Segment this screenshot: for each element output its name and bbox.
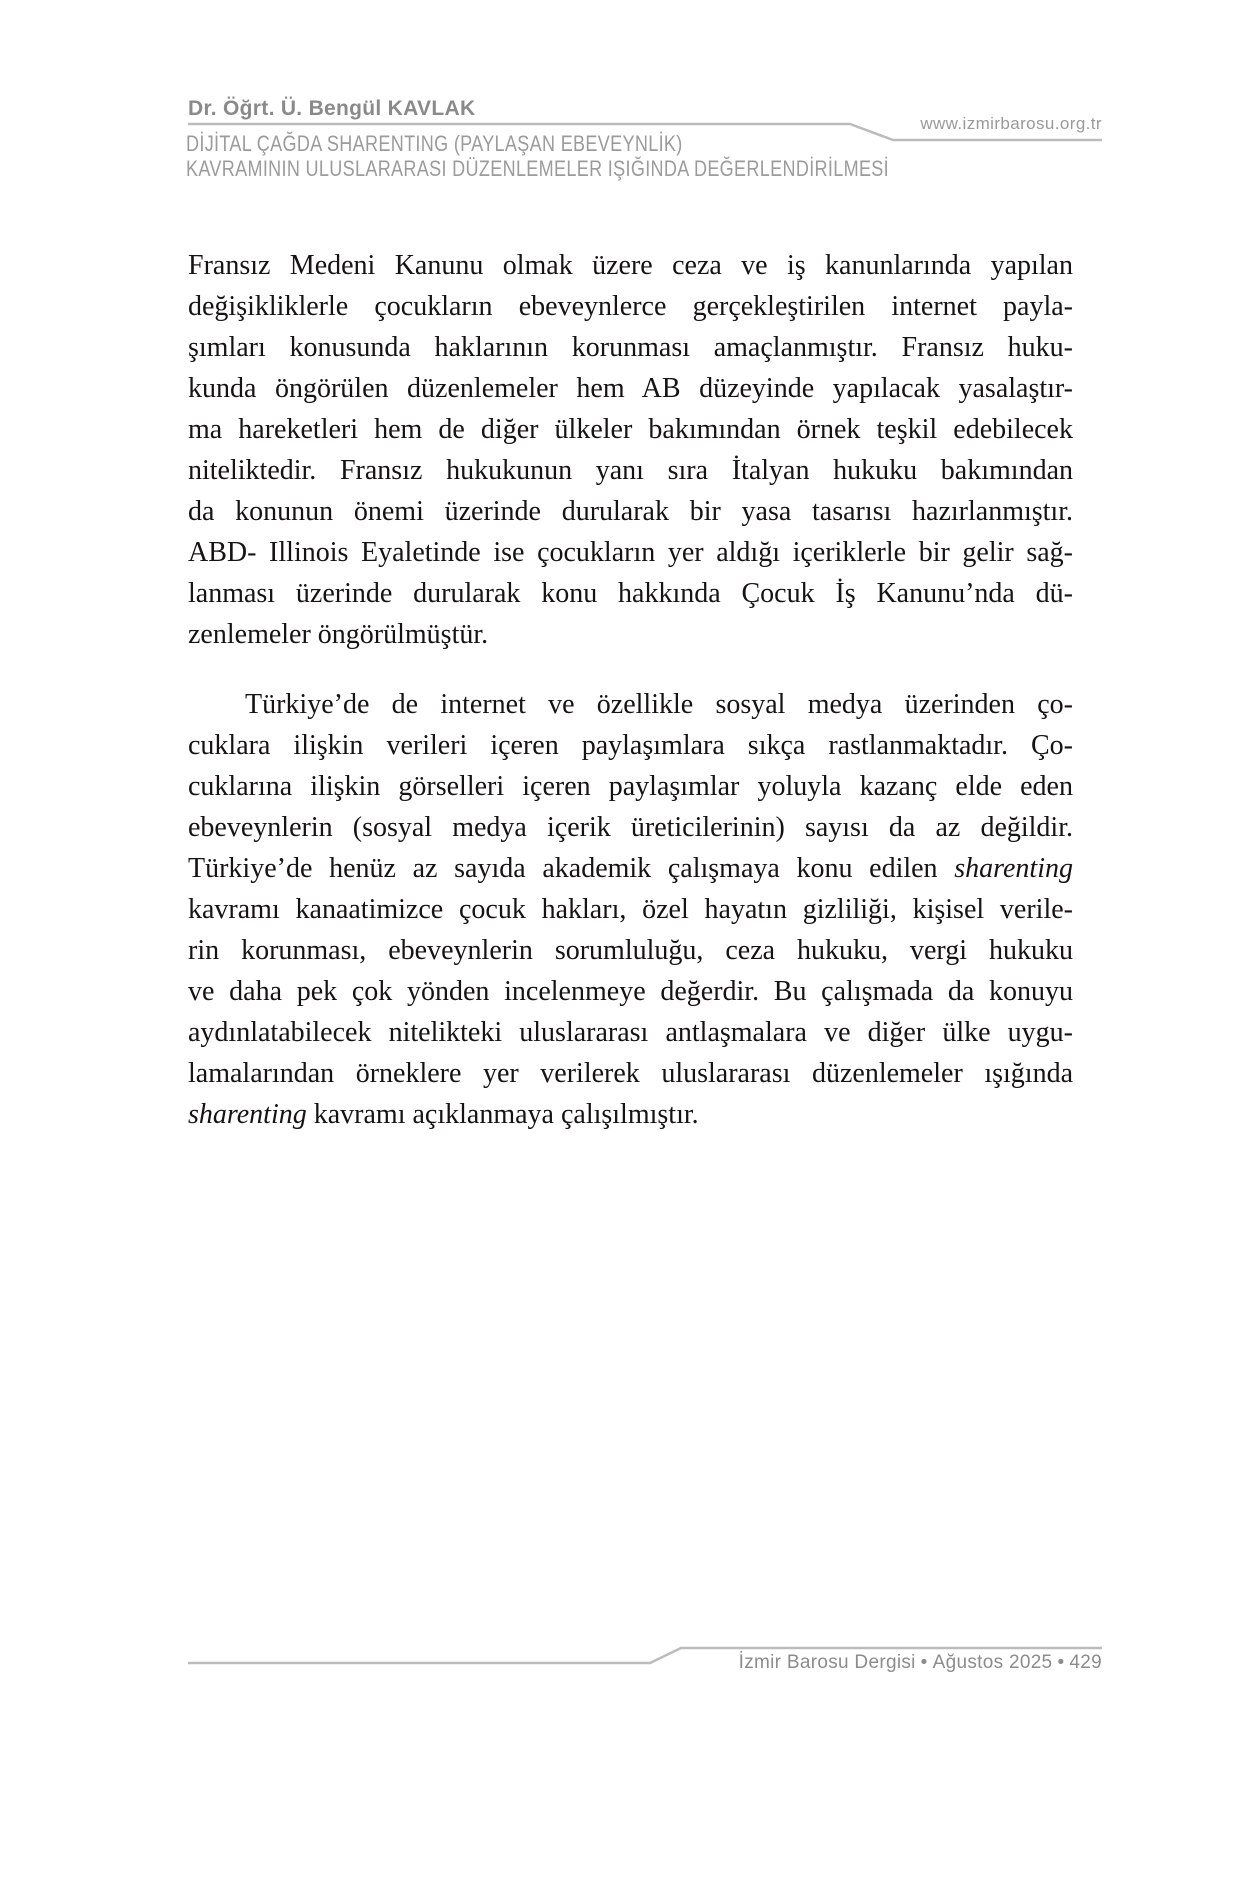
author-name: Dr. Öğrt. Ü. Bengül KAVLAK xyxy=(188,97,476,120)
text-line: kavramı kanaatimizce çocuk hakları, özel hayatın gizliliği, kişisel verile- xyxy=(188,894,1073,925)
journal-name: İzmir Barosu Dergisi xyxy=(738,1652,916,1673)
article-title xyxy=(186,131,1170,181)
article-body xyxy=(188,245,1073,1135)
page-number: 429 xyxy=(1069,1652,1102,1673)
text-line xyxy=(188,1094,1073,1135)
text-line: ma hareketleri hem de diğer ülkeler bakımından örnek teşkil edebilecek xyxy=(188,414,1073,445)
text-line: niteliktedir. Fransız hukukunun yanı sıra İtalyan hukuku bakımından xyxy=(188,455,1073,486)
footer-info xyxy=(739,1651,1102,1675)
text-line: lanması üzerinde durularak konu hakkında Çocuk İş Kanunu’nda dü- xyxy=(188,578,1073,609)
text-segment: kavramı açıklanmaya çalışılmıştır. xyxy=(313,1099,699,1130)
text-line: ve daha pek çok yönden incelenmeye değerdir. Bu çalışmada da konuyu xyxy=(188,976,1073,1007)
text-line: kunda öngörülen düzenlemeler hem AB düzeyinde yapılacak yasalaştır- xyxy=(188,373,1073,404)
issue-date: Ağustos 2025 xyxy=(932,1652,1053,1673)
text-line: zenlemeler öngörülmüştür. xyxy=(188,619,489,650)
text-line: aydınlatabilecek nitelikteki uluslararası antlaşmalara ve diğer ülke uygu- xyxy=(188,1017,1073,1048)
text-line: Türkiye’de de internet ve özellikle sosyal medya üzerinden ço- xyxy=(245,689,1073,720)
italic-term: sharenting xyxy=(954,853,1073,884)
text-line: da konunun önemi üzerinde durularak bir yasa tasarısı hazırlanmıştır. xyxy=(188,496,1073,527)
text-line: rin korunması, ebeveynlerin sorumluluğu, ceza hukuku, vergi hukuku xyxy=(188,935,1073,966)
text-line: şımları konusunda haklarının korunması amaçlanmıştır. Fransız huku- xyxy=(188,332,1073,363)
separator-bullet: • xyxy=(1057,1652,1065,1673)
text-line: ebeveynlerin (sosyal medya içerik üreticilerinin) sayısı da az değildir. xyxy=(188,812,1073,843)
text-line: Fransız Medeni Kanunu olmak üzere ceza ve iş kanunlarında yapılan xyxy=(188,250,1073,281)
text-line: değişikliklerle çocukların ebeveynlerce gerçekleştirilen internet payla- xyxy=(188,291,1073,322)
article-title-line-1: DİJİTAL ÇAĞDA SHARENTING (PAYLAŞAN EBEVEYNLİK) xyxy=(186,131,683,156)
separator-bullet: • xyxy=(920,1652,928,1673)
text-line: ABD- Illinois Eyaletinde ise çocukların yer aldığı içeriklerle bir gelir sağ- xyxy=(188,537,1073,568)
italic-term: sharenting xyxy=(188,1099,307,1130)
article-title-line-2: KAVRAMININ ULUSLARARASI DÜZENLEMELER IŞIĞINDA DEĞERLENDİRİLMESİ xyxy=(186,156,890,181)
text-line xyxy=(188,848,1073,889)
text-line: cuklarına ilişkin görselleri içeren paylaşımlar yoluyla kazanç elde eden xyxy=(188,771,1073,802)
text-segment: Türkiye’de henüz az sayıda akademik çalışmaya konu edilen xyxy=(188,853,938,884)
paragraph-1 xyxy=(188,245,1073,655)
journal-website: www.izmirbarosu.org.tr xyxy=(920,114,1102,133)
paragraph-2 xyxy=(188,684,1073,1135)
text-line: cuklara ilişkin verileri içeren paylaşımlara sıkça rastlanmaktadır. Ço- xyxy=(188,730,1073,761)
text-line: lamalarından örneklere yer verilerek uluslararası düzenlemeler ışığında xyxy=(188,1058,1073,1089)
